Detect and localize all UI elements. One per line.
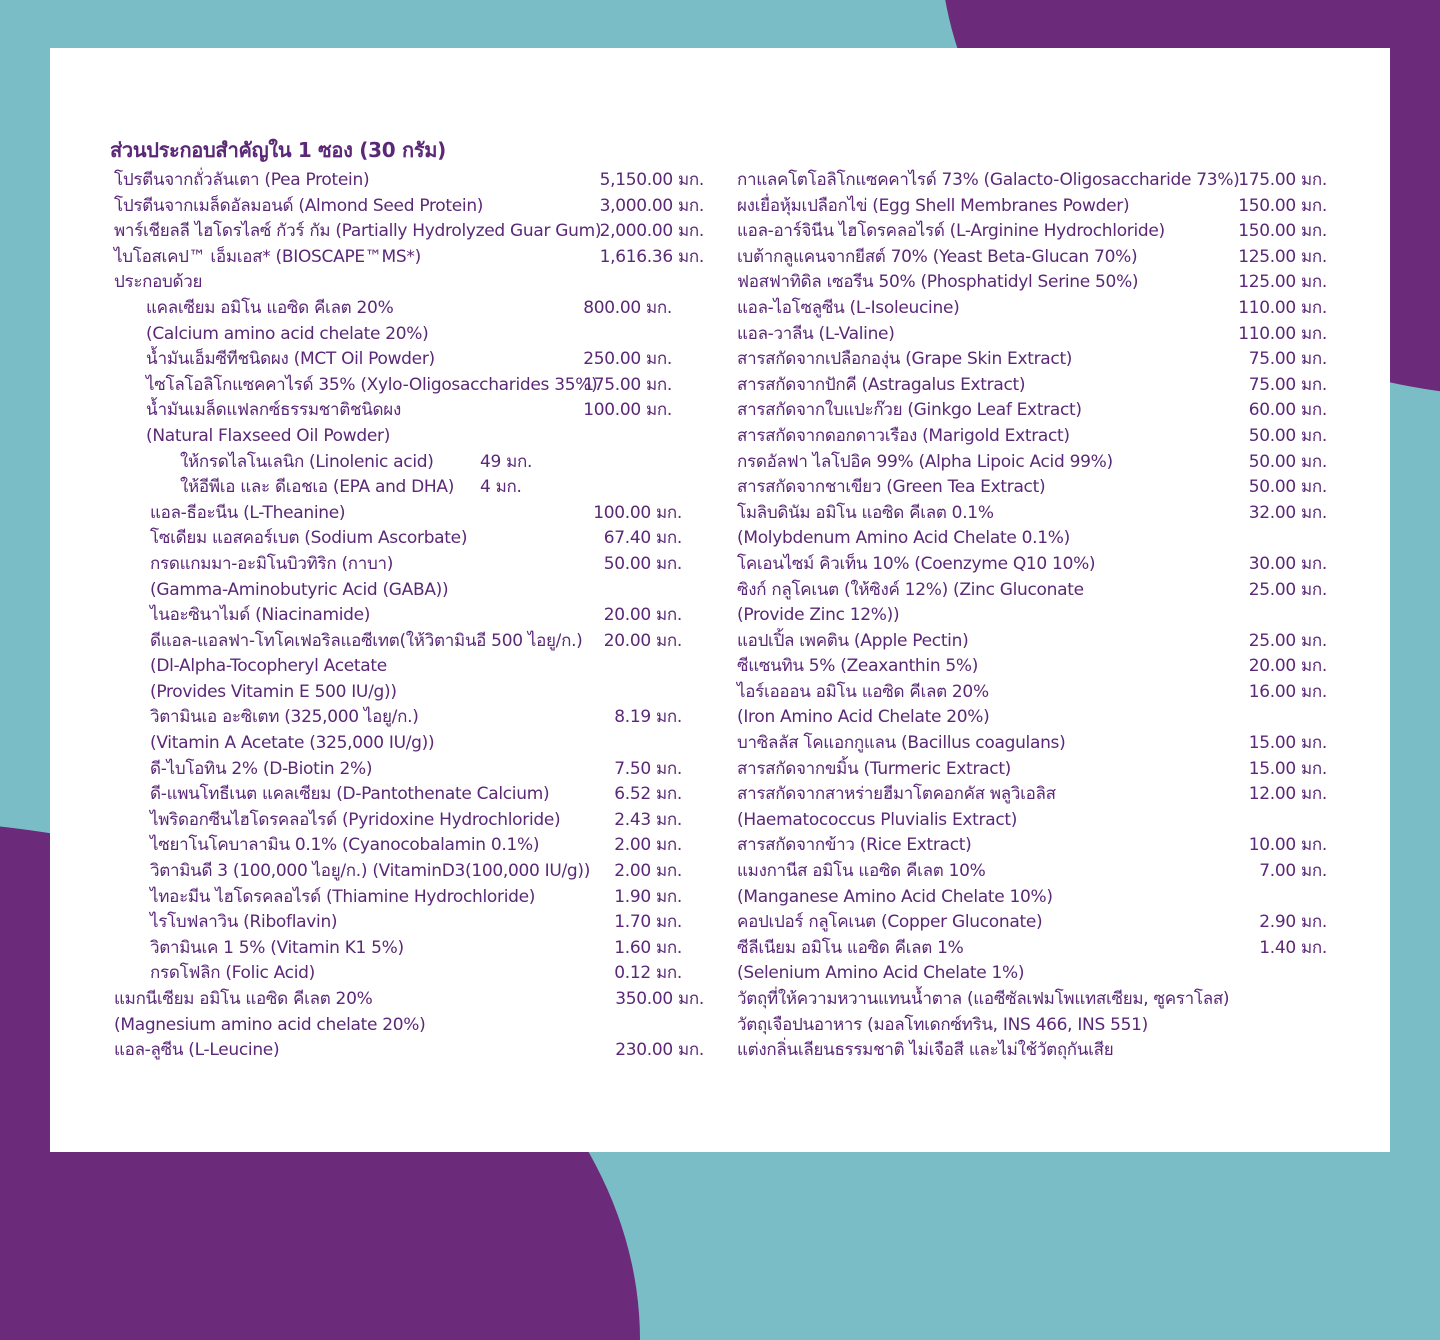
ingredient-amount: 75.00 มก. (1248, 374, 1327, 395)
ingredient-row (737, 270, 1327, 296)
ingredient-row (737, 475, 1327, 501)
ingredient-row (114, 552, 724, 578)
ingredient-amount: 0.12 มก. (614, 963, 682, 984)
ingredient-row (114, 450, 724, 476)
ingredient-row (737, 833, 1327, 859)
ingredient-name: ไรโบฟลาวิน (Riboflavin) (150, 912, 338, 933)
ingredient-row (737, 936, 1327, 962)
ingredient-row (737, 552, 1327, 578)
ingredient-row (114, 910, 724, 936)
page-title: ส่วนประกอบสำคัญใน 1 ซอง (30 กรัม) (110, 138, 446, 162)
ingredient-name: วัตถุที่ให้ความหวานแทนน้ำตาล (แอซีซัลเฟมโพแทสเซียม, ซูคราโลส) (737, 989, 1230, 1009)
ingredient-name: แอล-ลูซีน (L-Leucine) (114, 1040, 280, 1061)
ingredient-name: (Magnesium amino acid chelate 20%) (114, 1014, 426, 1035)
ingredient-amount: 230.00 มก. (615, 1040, 704, 1061)
ingredient-amount: 800.00 มก. (583, 297, 672, 318)
ingredient-amount: 10.00 มก. (1248, 835, 1327, 856)
ingredient-name: โมลิบดินัม อมิโน แอซิด คีเลต 0.1% (737, 502, 994, 523)
ingredient-row (737, 757, 1327, 783)
ingredient-name: ซีลีเนียม อมิโน แอซิด คีเลต 1% (737, 937, 964, 958)
ingredient-amount: 150.00 มก. (1238, 195, 1327, 216)
ingredient-row (737, 194, 1327, 220)
ingredient-name: กรดอัลฟา ไลโปอิค 99% (Alpha Lipoic Acid 99%) (737, 451, 1113, 472)
ingredient-name: โปรตีนจากถั่วลันเตา (Pea Protein) (114, 170, 370, 190)
ingredient-row (737, 961, 1327, 987)
ingredient-row (114, 808, 724, 834)
ingredient-amount: 50.00 มก. (1248, 451, 1327, 472)
ingredient-name: ให้กรดไลโนเลนิก (Linolenic acid) (180, 451, 434, 472)
ingredient-amount: 1.60 มก. (614, 937, 682, 958)
ingredient-name: (Dl-Alpha-Tocopheryl Acetate (150, 656, 387, 677)
ingredient-name: กรดโฟลิก (Folic Acid) (150, 963, 315, 984)
ingredient-amount: 2.00 มก. (614, 861, 682, 882)
ingredient-amount: 50.00 มก. (1248, 425, 1327, 446)
ingredient-amount: 12.00 มก. (1248, 784, 1327, 805)
ingredient-name: ผงเยื่อหุ้มเปลือกไข่ (Egg Shell Membranes Powder) (737, 195, 1130, 216)
ingredient-name: สารสกัดจากสาหร่ายฮีมาโตคอกคัส พลูวิเอลิส (737, 784, 1056, 805)
ingredient-name: พาร์เชียลลี ไฮโดรไลซ์ กัวร์ กัม (Partially Hydrolyzed Guar Gum) (114, 221, 602, 242)
ingredient-row (114, 1038, 724, 1064)
ingredient-row (737, 245, 1327, 271)
ingredient-row (114, 347, 724, 373)
ingredient-row (114, 1013, 724, 1039)
ingredient-name: แอล-ไอโซลูซีน (L-Isoleucine) (737, 297, 960, 318)
ingredient-name: โคเอนไซม์ คิวเท็น 10% (Coenzyme Q10 10%) (737, 553, 1096, 574)
ingredient-amount: 175.00 มก. (583, 374, 672, 395)
ingredient-name: (Iron Amino Acid Chelate 20%) (737, 707, 990, 728)
ingredient-amount: 25.00 มก. (1248, 630, 1327, 651)
ingredient-name: ไพริดอกซีนไฮโดรคลอไรด์ (Pyridoxine Hydrochloride) (150, 809, 561, 830)
ingredient-amount: 25.00 มก. (1248, 579, 1327, 600)
ingredient-name: ไซโลโอลิโกแซคคาไรด์ 35% (Xylo-Oligosaccharides 35%) (146, 374, 598, 395)
ingredient-name: แอล-ธีอะนีน (L-Theanine) (150, 502, 346, 523)
ingredients-right-column (737, 168, 1327, 1064)
ingredient-amount: 8.19 มก. (614, 707, 682, 728)
ingredient-row (737, 322, 1327, 348)
ingredient-name: (Provide Zinc 12%)) (737, 605, 900, 626)
ingredient-amount: 125.00 มก. (1238, 246, 1327, 267)
ingredient-row (114, 245, 724, 271)
ingredient-name: ไอร์เอออน อมิโน แอซิด คีเลต 20% (737, 681, 989, 702)
ingredient-name: (Gamma-Aminobutyric Acid (GABA)) (150, 579, 449, 600)
ingredient-row (114, 194, 724, 220)
ingredient-row (737, 987, 1327, 1013)
ingredient-row (114, 270, 724, 296)
ingredient-row (114, 705, 724, 731)
ingredient-amount: 20.00 มก. (603, 630, 682, 651)
ingredient-amount: 67.40 มก. (603, 528, 682, 549)
ingredient-name: ไซยาโนโคบาลามิน 0.1% (Cyanocobalamin 0.1%) (150, 835, 540, 856)
ingredient-row (114, 936, 724, 962)
ingredient-name: คอปเปอร์ กลูโคเนต (Copper Gluconate) (737, 912, 1043, 933)
ingredient-row (737, 219, 1327, 245)
ingredient-row (114, 757, 724, 783)
ingredient-row (114, 961, 724, 987)
ingredient-name: สารสกัดจากใบแปะก๊วย (Ginkgo Leaf Extract) (737, 400, 1082, 421)
ingredient-name: ดี-แพนโทธีเนต แคลเซียม (D-Pantothenate Calcium) (150, 784, 550, 805)
ingredient-row (114, 833, 724, 859)
ingredient-amount: 100.00 มก. (593, 502, 682, 523)
ingredient-row (737, 450, 1327, 476)
ingredient-amount: 5,150.00 มก. (599, 170, 704, 190)
ingredient-row (737, 1038, 1327, 1064)
ingredient-name: สารสกัดจากเปลือกองุ่น (Grape Skin Extract) (737, 349, 1073, 370)
ingredient-name: (Haematococcus Pluvialis Extract) (737, 809, 1018, 830)
ingredient-row (114, 885, 724, 911)
ingredient-row (737, 373, 1327, 399)
ingredient-name: สารสกัดจากปักคี (Astragalus Extract) (737, 374, 1026, 395)
ingredient-name: สารสกัดจากดอกดาวเรือง (Marigold Extract) (737, 425, 1070, 446)
ingredient-row (737, 654, 1327, 680)
ingredient-name: วิตามินเค 1 5% (Vitamin K1 5%) (150, 937, 404, 958)
ingredient-name: น้ำมันเมล็ดแฟลกซ์ธรรมชาติชนิดผง (146, 400, 401, 421)
ingredient-name: (Calcium amino acid chelate 20%) (146, 323, 429, 344)
ingredient-amount: 20.00 มก. (603, 605, 682, 626)
ingredient-name: (Natural Flaxseed Oil Powder) (146, 425, 391, 446)
ingredient-row (114, 654, 724, 680)
ingredient-name: ประกอบด้วย (114, 272, 203, 293)
ingredient-amount: 1,616.36 มก. (599, 246, 704, 267)
ingredient-name: กรดแกมมา-อะมิโนบิวทิริก (กาบา) (150, 553, 394, 574)
ingredient-row (114, 219, 724, 245)
ingredient-amount: 32.00 มก. (1248, 502, 1327, 523)
ingredient-amount: 60.00 มก. (1248, 400, 1327, 421)
ingredient-amount: 7.00 มก. (1259, 861, 1327, 882)
ingredient-row (737, 526, 1327, 552)
ingredient-name: สารสกัดจากขมิ้น (Turmeric Extract) (737, 758, 1012, 779)
ingredient-row (737, 347, 1327, 373)
ingredient-name: ไนอะซินาไมด์ (Niacinamide) (150, 605, 371, 626)
ingredient-name: (Selenium Amino Acid Chelate 1%) (737, 963, 1025, 984)
ingredient-row (114, 322, 724, 348)
ingredient-amount: 30.00 มก. (1248, 553, 1327, 574)
ingredient-name: ให้อีพีเอ และ ดีเอชเอ (EPA and DHA) (180, 477, 455, 498)
ingredient-amount: 175.00 มก. (1238, 170, 1327, 190)
ingredient-row (114, 296, 724, 322)
ingredient-row (737, 885, 1327, 911)
ingredient-row (114, 782, 724, 808)
ingredient-row (737, 629, 1327, 655)
ingredient-name: ไบโอสเคป™ เอ็มเอส* (BIOSCAPE™MS*) (114, 246, 421, 267)
ingredient-amount: 6.52 มก. (614, 784, 682, 805)
ingredient-row (114, 578, 724, 604)
ingredient-amount: 2.43 มก. (614, 809, 682, 830)
ingredient-amount: 125.00 มก. (1238, 272, 1327, 293)
ingredient-row (114, 373, 724, 399)
ingredient-row (114, 603, 724, 629)
ingredient-amount: 15.00 มก. (1248, 758, 1327, 779)
ingredient-name: แมงกานีส อมิโน แอซิด คีเลต 10% (737, 861, 986, 882)
ingredient-name: วัตถุเจือปนอาหาร (มอลโทเดกซ์ทริน, INS 466, INS 551) (737, 1014, 1148, 1035)
ingredient-row (737, 501, 1327, 527)
ingredient-row (737, 603, 1327, 629)
ingredients-left-column (114, 168, 724, 1064)
ingredient-name: (Vitamin A Acetate (325,000 IU/g)) (150, 733, 435, 754)
ingredient-amount: 1.40 มก. (1259, 937, 1327, 958)
ingredient-amount: 49 มก. (480, 451, 533, 472)
ingredient-name: ไทอะมีน ไฮโดรคลอไรด์ (Thiamine Hydrochloride) (150, 886, 536, 907)
ingredient-row (737, 1013, 1327, 1039)
ingredient-name: วิตามินเอ อะซิเตท (325,000 ไอยู/ก.) (150, 707, 419, 728)
ingredient-amount: 3,000.00 มก. (599, 195, 704, 216)
ingredient-amount: 16.00 มก. (1248, 681, 1327, 702)
ingredient-name: โซเดียม แอสคอร์เบต (Sodium Ascorbate) (150, 528, 468, 549)
ingredient-name: แอปเปิ้ล เพคติน (Apple Pectin) (737, 630, 969, 651)
ingredient-amount: 350.00 มก. (615, 989, 704, 1009)
ingredient-name: ฟอสฟาทิดิล เซอรีน 50% (Phosphatidyl Serine 50%) (737, 272, 1139, 293)
ingredient-name: ซีแซนทิน 5% (Zeaxanthin 5%) (737, 656, 979, 677)
ingredient-row (737, 910, 1327, 936)
ingredient-row (737, 398, 1327, 424)
ingredient-amount: 1.90 มก. (614, 886, 682, 907)
ingredient-amount: 75.00 มก. (1248, 349, 1327, 370)
ingredient-name: ซิงก์ กลูโคเนต (ให้ซิงค์ 12%) (Zinc Gluconate (737, 579, 1084, 600)
ingredient-amount: 1.70 มก. (614, 912, 682, 933)
ingredient-amount: 4 มก. (480, 477, 522, 498)
ingredient-amount: 50.00 มก. (603, 553, 682, 574)
ingredient-amount: 110.00 มก. (1238, 323, 1327, 344)
ingredient-name: สารสกัดจากข้าว (Rice Extract) (737, 835, 972, 856)
ingredient-row (737, 578, 1327, 604)
ingredient-row (737, 168, 1327, 194)
ingredient-name: แมกนีเซียม อมิโน แอซิด คีเลต 20% (114, 989, 373, 1009)
ingredient-name: น้ำมันเอ็มซีทีชนิดผง (MCT Oil Powder) (146, 349, 435, 370)
ingredient-name: (Provides Vitamin E 500 IU/g)) (150, 681, 397, 702)
ingredient-name: แคลเซียม อมิโน แอซิด คีเลต 20% (146, 297, 394, 318)
ingredient-name: โปรตีนจากเมล็ดอัลมอนด์ (Almond Seed Protein) (114, 195, 484, 216)
ingredient-row (114, 526, 724, 552)
ingredient-name: วิตามินดี 3 (100,000 ไอยู/ก.) (VitaminD3(100,000 IU/g)) (150, 861, 591, 882)
ingredient-name: ดี-ไบโอทิน 2% (D-Biotin 2%) (150, 758, 373, 779)
ingredient-name: แอล-วาลีน (L-Valine) (737, 323, 895, 344)
ingredient-row (114, 398, 724, 424)
ingredient-row (114, 680, 724, 706)
ingredient-name: เบต้ากลูแคนจากยีสต์ 70% (Yeast Beta-Glucan 70%) (737, 246, 1138, 267)
ingredient-name: แอล-อาร์จินีน ไฮโดรคลอไรด์ (L-Arginine Hydrochloride) (737, 221, 1165, 242)
ingredient-name: สารสกัดจากชาเขียว (Green Tea Extract) (737, 477, 1046, 498)
ingredient-name: ดีแอล-แอลฟา-โทโคเฟอริลแอซีเทต(ให้วิตามินอี 500 ไอยู/ก.) (150, 630, 583, 651)
ingredient-row (114, 424, 724, 450)
ingredient-row (114, 629, 724, 655)
ingredient-row (114, 987, 724, 1013)
ingredient-row (737, 424, 1327, 450)
ingredient-row (737, 782, 1327, 808)
ingredient-name: กาแลคโตโอลิโกแซคคาไรด์ 73% (Galacto-Oligosaccharide 73%) (737, 170, 1240, 190)
ingredient-row (114, 475, 724, 501)
ingredient-amount: 2,000.00 มก. (599, 221, 704, 242)
ingredient-row (114, 859, 724, 885)
ingredient-row (114, 501, 724, 527)
ingredient-row (737, 731, 1327, 757)
ingredient-row (737, 859, 1327, 885)
ingredient-row (114, 168, 724, 194)
ingredient-row (737, 680, 1327, 706)
ingredient-amount: 150.00 มก. (1238, 221, 1327, 242)
ingredient-row (737, 808, 1327, 834)
ingredient-amount: 100.00 มก. (583, 400, 672, 421)
ingredient-amount: 15.00 มก. (1248, 733, 1327, 754)
ingredient-row (737, 705, 1327, 731)
ingredient-amount: 2.00 มก. (614, 835, 682, 856)
ingredient-row (737, 296, 1327, 322)
ingredient-amount: 110.00 มก. (1238, 297, 1327, 318)
ingredient-name: แต่งกลิ่นเลียนธรรมชาติ ไม่เจือสี และไม่ใช้วัตถุกันเสีย (737, 1040, 1114, 1061)
ingredient-amount: 20.00 มก. (1248, 656, 1327, 677)
ingredient-name: บาซิลลัส โคแอกกูแลน (Bacillus coagulans) (737, 733, 1066, 754)
ingredient-amount: 50.00 มก. (1248, 477, 1327, 498)
ingredient-row (114, 731, 724, 757)
ingredient-name: (Manganese Amino Acid Chelate 10%) (737, 886, 1053, 907)
ingredient-amount: 2.90 มก. (1259, 912, 1327, 933)
ingredient-name: (Molybdenum Amino Acid Chelate 0.1%) (737, 528, 1070, 549)
ingredient-amount: 250.00 มก. (583, 349, 672, 370)
ingredient-amount: 7.50 มก. (614, 758, 682, 779)
